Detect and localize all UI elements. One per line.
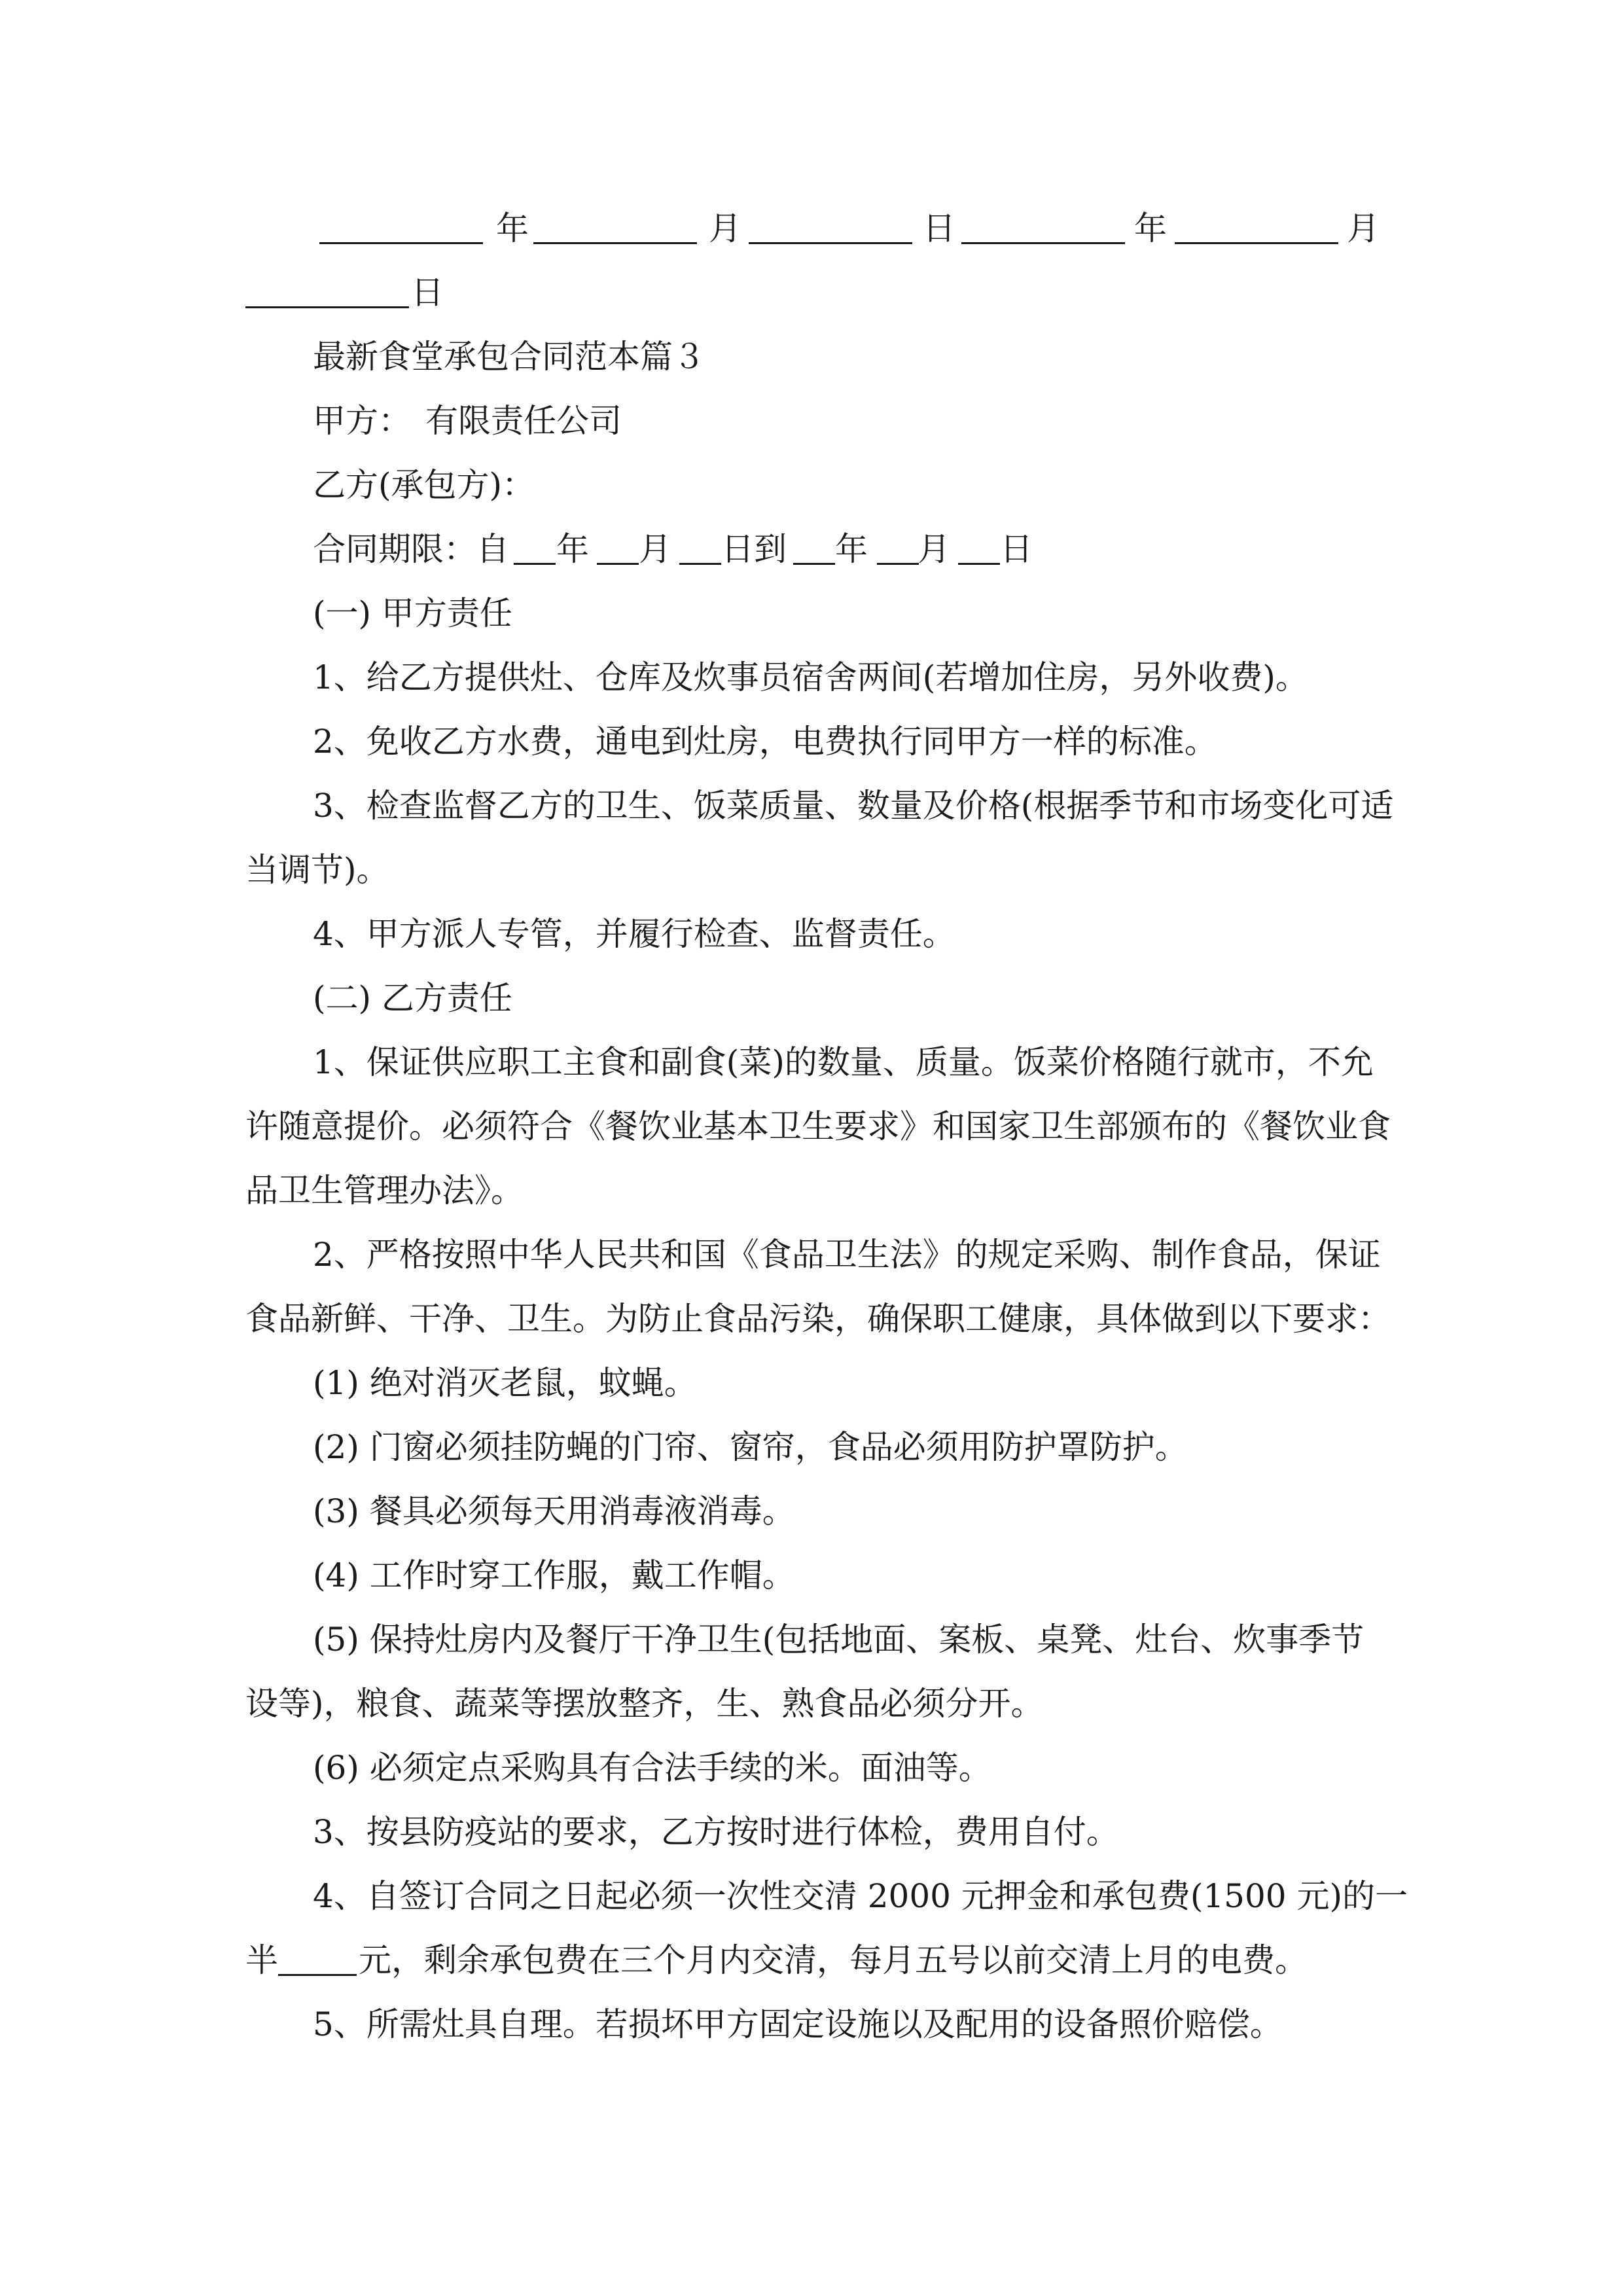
deposit-blank <box>278 1928 357 1992</box>
section-heading-a <box>0 581 1623 645</box>
section-b-item-1-l3 <box>0 1158 1623 1223</box>
term-month-1: 月 <box>639 530 671 568</box>
term-blank-3 <box>679 517 721 581</box>
section-a-item-4 <box>0 902 1623 966</box>
section-a-item-4-text: 4、甲方派人专管，并履行检查、监督责任。 <box>313 915 955 953</box>
subitem-1-text: (1) 绝对消灭老鼠，蚊蝇。 <box>313 1364 697 1402</box>
date-line-cont <box>0 260 1623 325</box>
subitem-6-text: (6) 必须定点采购具有合法手续的米。面油等。 <box>313 1749 991 1787</box>
term-blank-2 <box>597 517 639 581</box>
subitem-3 <box>0 1479 1623 1543</box>
subitem-2-text: (2) 门窗必须挂防蝇的门帘、窗帘，食品必须用防护罩防护。 <box>313 1428 1188 1466</box>
section-a-item-1 <box>0 645 1623 709</box>
section-b-item-1-l3-text: 品卫生管理办法》。 <box>245 1172 524 1210</box>
section-a-item-2 <box>0 709 1623 774</box>
section-a-item-3 <box>0 774 1623 838</box>
subitem-5-cont-text: 设等)，粮食、蔬菜等摆放整齐，生、熟食品必须分开。 <box>245 1685 1044 1723</box>
party-b-line <box>0 453 1623 517</box>
date-blank-5 <box>1175 196 1338 260</box>
section-b-item-4-l1 <box>0 1864 1623 1928</box>
subitem-5-text: (5) 保持灶房内及餐厅干净卫生(包括地面、案板、桌凳、灶台、炊事季节 <box>313 1621 1364 1659</box>
date-blank-4 <box>961 196 1125 260</box>
section-a-item-3-cont <box>0 838 1623 902</box>
date-blank-6 <box>245 260 409 325</box>
party-a-line <box>0 389 1623 453</box>
term-day: 日 <box>1000 530 1033 568</box>
section-b-item-1-l1-text: 1、保证供应职工主食和副食(菜)的数量、质量。饭菜价格随行就市，不允 <box>313 1043 1374 1081</box>
term-year-2: 年 <box>835 530 868 568</box>
subitem-4 <box>0 1543 1623 1607</box>
term-blank-6 <box>958 517 1000 581</box>
date-blank-3 <box>749 196 912 260</box>
section-a-item-3-text: 3、检查监督乙方的卫生、饭菜质量、数量及价格(根据季节和市场变化可适 <box>313 787 1394 825</box>
section-heading-a-text: (一) 甲方责任 <box>313 594 512 632</box>
section-b-item-4-l2-post: 元，剩余承包费在三个月内交清，每月五号以前交清上月的电费。 <box>359 1941 1308 1979</box>
subitem-5 <box>0 1607 1623 1672</box>
term-blank-5 <box>877 517 919 581</box>
section-a-item-1-text: 1、给乙方提供灶、仓库及炊事员宿舍两间(若增加住房，另外收费)。 <box>313 658 1308 696</box>
date-year-1: 年 <box>496 209 529 247</box>
section-a-item-2-text: 2、免收乙方水费，通电到灶房，电费执行同甲方一样的标准。 <box>313 723 1217 761</box>
date-month-2: 月 <box>1347 209 1380 247</box>
term-label: 合同期限：自 <box>313 530 509 568</box>
section-b-item-2-l2 <box>0 1287 1623 1351</box>
date-line <box>0 196 1623 260</box>
section-b-item-5 <box>0 1992 1623 2056</box>
term-year-1: 年 <box>556 530 589 568</box>
party-a-name: 有限责任公司 <box>425 402 622 440</box>
section-b-item-2-l2-text: 食品新鲜、干净、卫生。为防止食品污染，确保职工健康，具体做到以下要求： <box>245 1300 1391 1338</box>
section-b-item-1-l1 <box>0 1030 1623 1094</box>
subitem-4-text: (4) 工作时穿工作服，戴工作帽。 <box>313 1556 795 1594</box>
subitem-6 <box>0 1736 1623 1800</box>
section-b-item-1-l2 <box>0 1094 1623 1158</box>
term-blank-4 <box>793 517 835 581</box>
section-b-item-3-text: 3、按县防疫站的要求，乙方按时进行体检，费用自付。 <box>313 1813 1119 1851</box>
date-blank-2 <box>533 196 697 260</box>
term-line <box>0 517 1623 581</box>
subitem-1 <box>0 1351 1623 1415</box>
party-b-label: 乙方(承包方)： <box>313 466 535 504</box>
date-year-2: 年 <box>1134 209 1167 247</box>
date-day-2: 日 <box>411 274 444 312</box>
section-b-item-2-l1 <box>0 1223 1623 1287</box>
section-a-item-3-cont-text: 当调节)。 <box>245 851 389 889</box>
document-title <box>0 325 1623 389</box>
subitem-2 <box>0 1415 1623 1479</box>
term-month-2: 月 <box>918 530 950 568</box>
section-b-item-3 <box>0 1800 1623 1864</box>
section-b-item-5-text: 5、所需灶具自理。若损坏甲方固定设施以及配用的设备照价赔偿。 <box>313 2005 1283 2043</box>
date-day-1: 日 <box>923 209 955 247</box>
section-b-item-1-l2-text: 许随意提价。必须符合《餐饮业基本卫生要求》和国家卫生部颁布的《餐饮业食 <box>245 1107 1391 1145</box>
section-b-item-4-l1-text: 4、自签订合同之日起必须一次性交清 2000 元押金和承包费(1500 元)的一 <box>313 1877 1408 1915</box>
date-month-1: 月 <box>709 209 741 247</box>
title-text: 最新食堂承包合同范本篇３ <box>313 338 705 376</box>
date-blank-1 <box>319 196 483 260</box>
section-b-item-4-l2 <box>0 1928 1623 1992</box>
term-blank-1 <box>514 517 556 581</box>
term-day-to: 日到 <box>721 530 787 568</box>
section-heading-b <box>0 966 1623 1030</box>
subitem-5-cont <box>0 1672 1623 1736</box>
section-b-item-2-l1-text: 2、严格按照中华人民共和国《食品卫生法》的规定采购、制作食品，保证 <box>313 1236 1381 1274</box>
party-a-label: 甲方： <box>313 402 411 440</box>
section-heading-b-text: (二) 乙方责任 <box>313 979 512 1017</box>
subitem-3-text: (3) 餐具必须每天用消毒液消毒。 <box>313 1492 795 1530</box>
section-b-item-4-l2-pre: 半 <box>245 1941 278 1979</box>
